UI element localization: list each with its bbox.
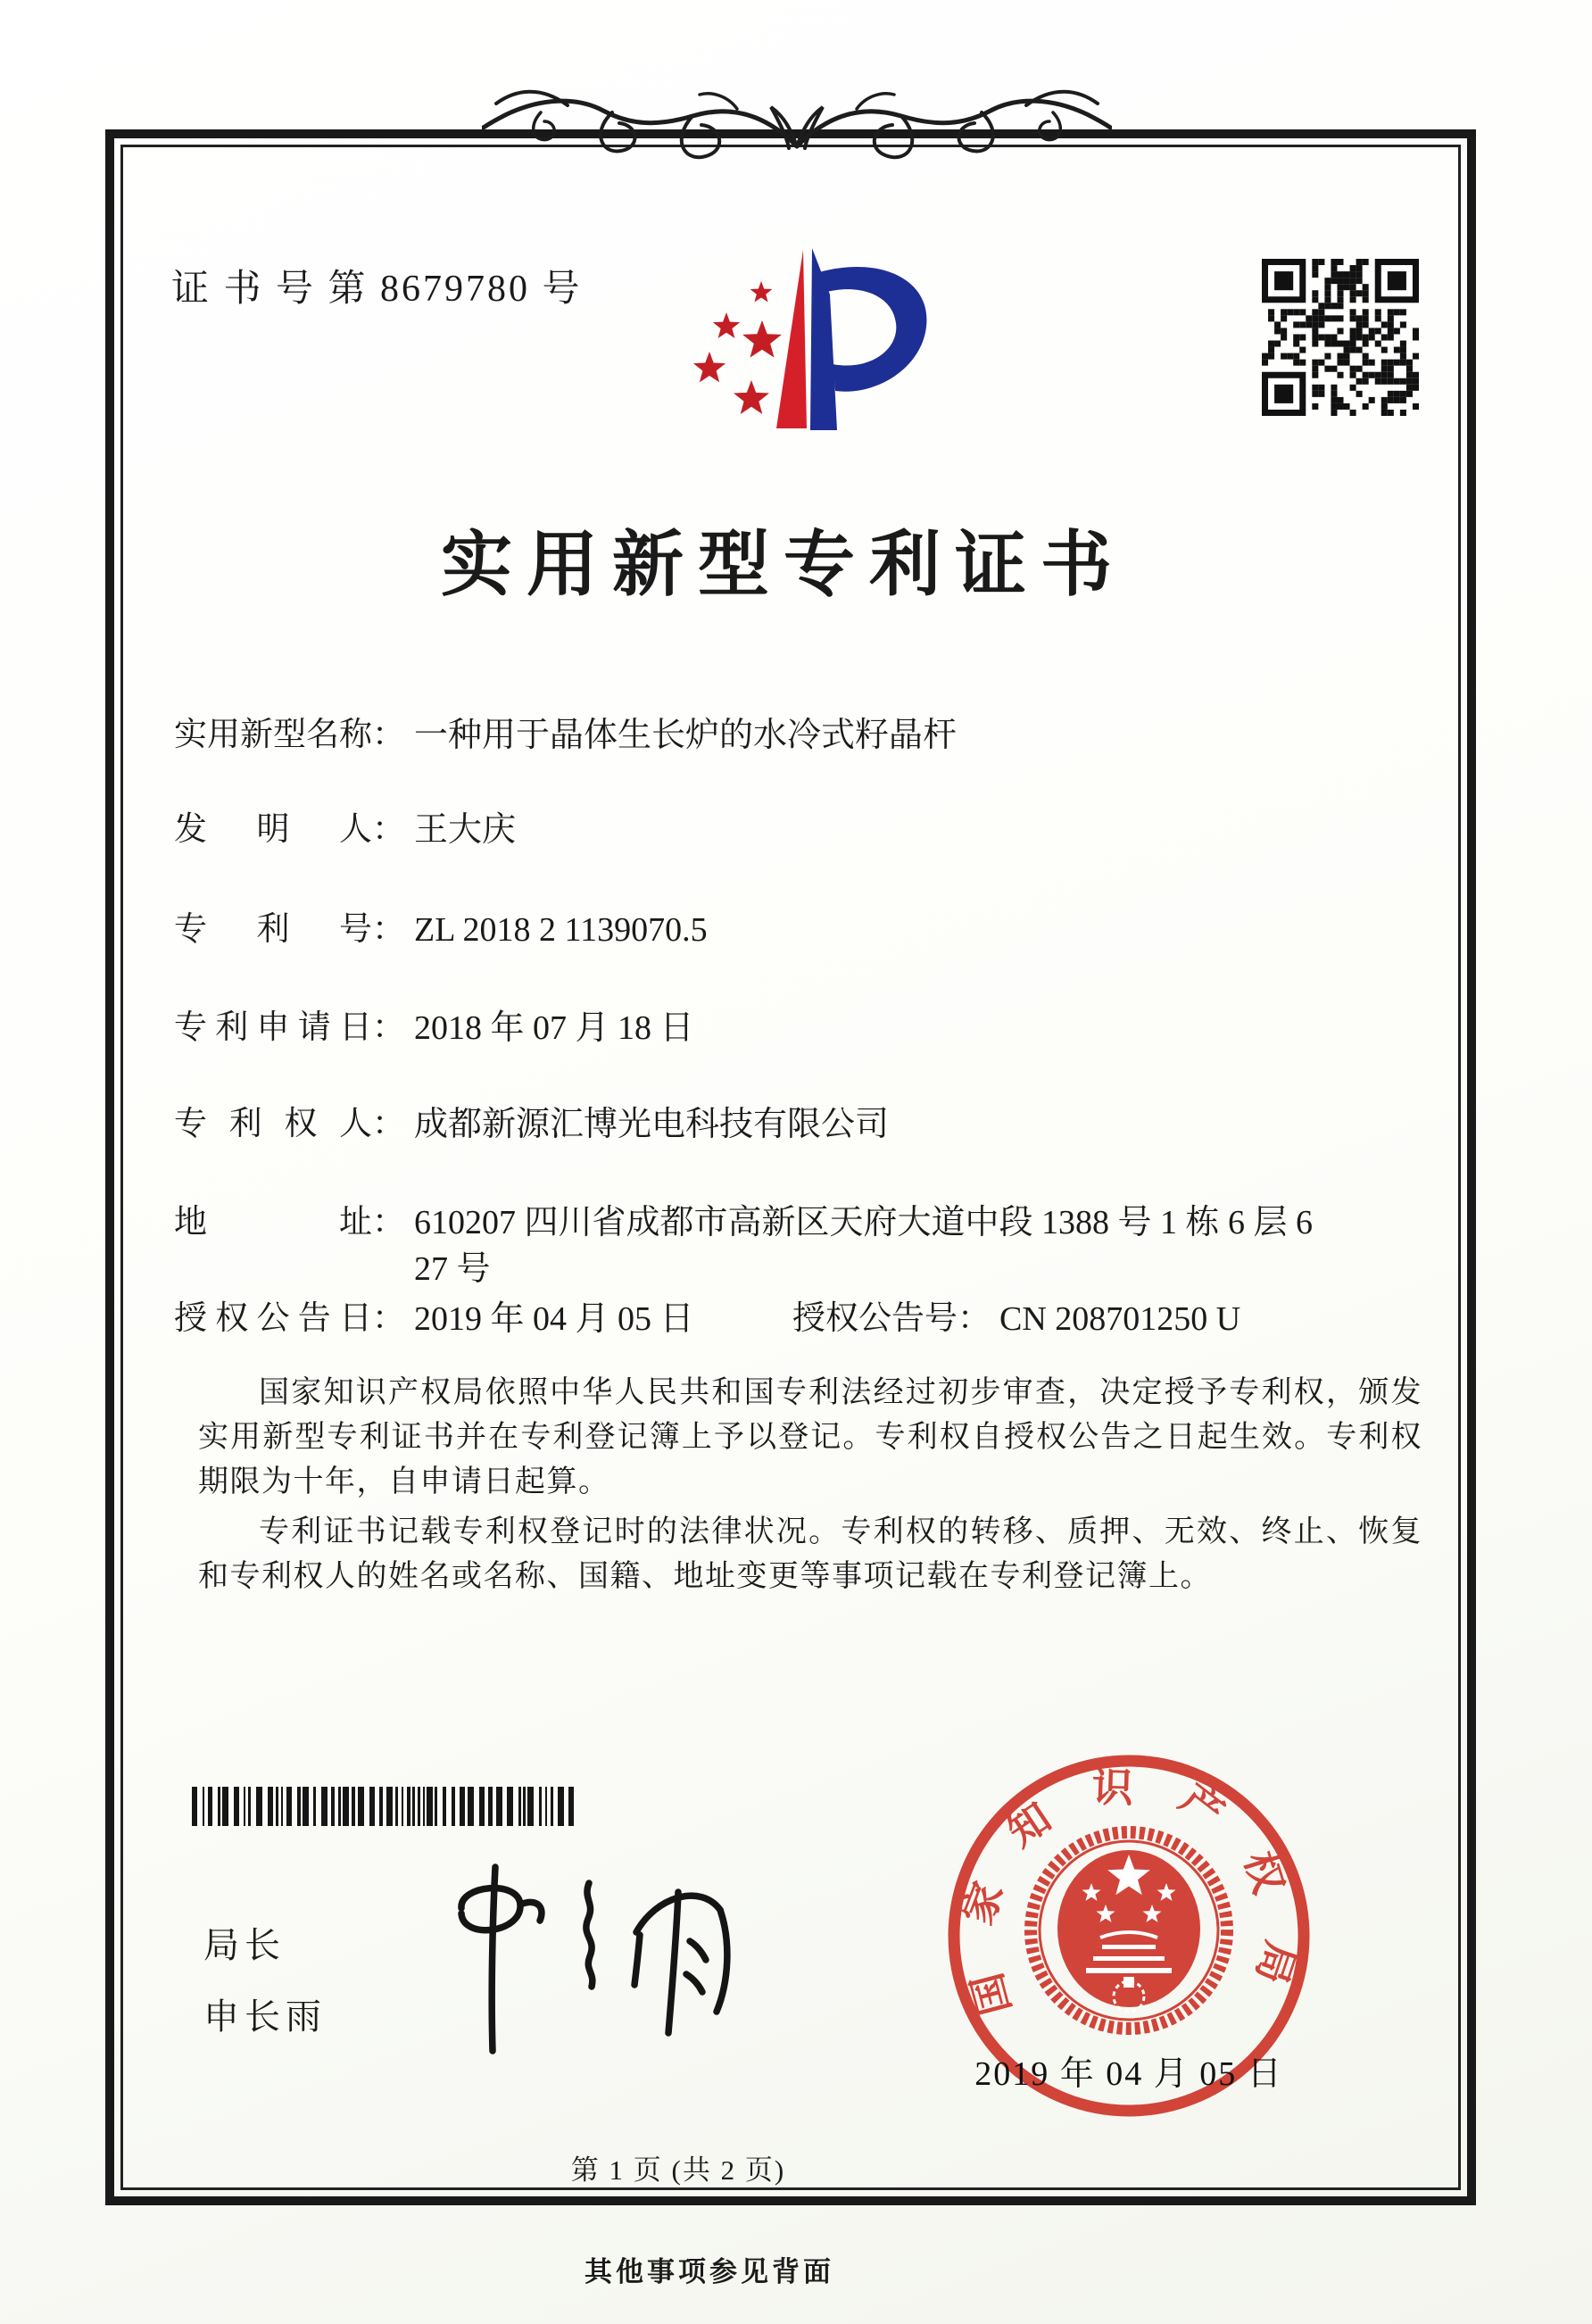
field-label: 实用新型名称 xyxy=(174,717,372,753)
cnipa-logo-icon xyxy=(676,241,935,451)
field-value: ZL 2018 2 1139070.5 xyxy=(414,911,708,949)
field-row-inventor xyxy=(174,807,516,853)
field-row-patent-number xyxy=(174,907,708,953)
field-row-grant-date xyxy=(174,1296,1241,1342)
certificate-title: 实用新型专利证书 xyxy=(441,527,1126,605)
field-value: 王大庆 xyxy=(414,811,517,849)
officer-name: 申长雨 xyxy=(203,1996,327,2037)
legal-text-block xyxy=(198,1371,1422,1605)
field-row-filing-date xyxy=(174,1005,694,1051)
field-value: 2018 年 07 月 18 日 xyxy=(414,1009,694,1047)
officer-title: 局长 xyxy=(203,1925,286,1965)
field-label: 授权公告号 xyxy=(792,1300,958,1337)
field-value: CN 208701250 U xyxy=(999,1300,1241,1338)
field-value: 2019 年 04 月 05 日 xyxy=(414,1300,694,1338)
field-row-grant-number xyxy=(792,1296,1241,1342)
address-line-1: 610207 四川省成都市高新区天府大道中段 1388 号 1 栋 6 层 6 xyxy=(414,1204,1314,1241)
colon: ： xyxy=(372,1204,405,1241)
top-flourish-ornament xyxy=(482,59,1112,184)
colon: ： xyxy=(372,717,405,753)
seal-text: 国家知识产权局 xyxy=(953,1764,1305,2029)
field-value: 成都新源汇博光电科技有限公司 xyxy=(414,1106,890,1143)
colon: ： xyxy=(372,1009,405,1046)
colon: ： xyxy=(958,1300,991,1337)
commissioner-signature xyxy=(406,1856,825,2066)
field-label: 发明人 xyxy=(174,811,372,848)
field-row-address xyxy=(174,1199,1313,1292)
logo-red-wedge xyxy=(776,250,807,428)
colon: ： xyxy=(372,1300,405,1337)
barcode xyxy=(192,1787,576,1828)
seal-date: 2019 年 04 月 05 日 xyxy=(974,2055,1283,2093)
national-emblem-icon xyxy=(1031,1832,1227,2029)
field-label: 专利权人 xyxy=(174,1106,372,1142)
page-number: 第 1 页 (共 2 页) xyxy=(570,2154,786,2186)
legal-paragraph-1: 国家知识产权局依照中华人民共和国专利法经过初步审查，决定授予专利权，颁发实用新型专利证书并在专利登记簿上予以登记。专利权自授权公告之日起生效。专利权期限为十年，自申请日起算。 xyxy=(198,1376,1422,1498)
field-label: 地址 xyxy=(174,1204,372,1241)
colon: ： xyxy=(372,1106,405,1142)
logo-blue-bowl xyxy=(819,267,926,392)
field-label: 专利申请日 xyxy=(174,1009,372,1046)
colon: ： xyxy=(372,811,405,848)
certificate-number: 证 书 号 第 8679780 号 xyxy=(171,269,583,310)
legal-paragraph-2: 专利证书记载专利权登记时的法律状况。专利权的转移、质押、无效、终止、恢复和专利权人的姓名或名称、国籍、地址变更等事项记载在专利登记簿上。 xyxy=(198,1515,1422,1593)
field-row-patentee xyxy=(174,1101,889,1148)
see-back-note: 其他事项参见背面 xyxy=(585,2256,834,2287)
field-label: 专利号 xyxy=(174,911,372,948)
colon: ： xyxy=(372,911,405,948)
field-value: 一种用于晶体生长炉的水冷式籽晶杆 xyxy=(414,717,958,754)
qr-code xyxy=(1262,259,1419,416)
field-label: 授权公告日 xyxy=(174,1300,372,1337)
field-row-utility-model-name xyxy=(174,712,957,759)
field-value xyxy=(414,1199,1313,1292)
address-line-2: 27 号 xyxy=(414,1250,491,1288)
